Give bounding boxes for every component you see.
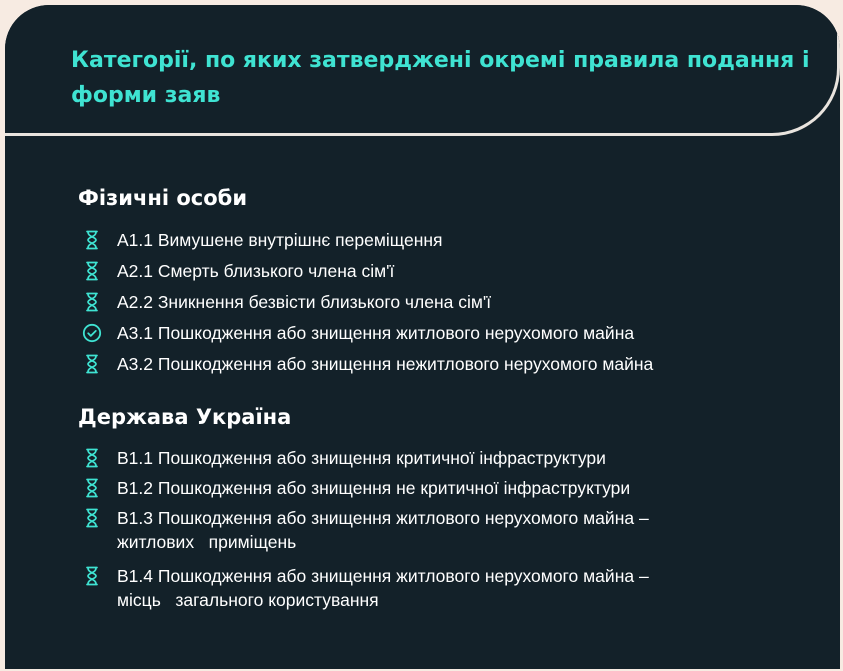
hourglass-icon	[81, 352, 103, 376]
list-item-label: В1.2 Пошкодження або знищення не критичної інфраструктури	[117, 478, 631, 498]
section-heading-state: Держава Україна	[78, 405, 292, 429]
list-item	[81, 564, 649, 612]
individuals-list	[81, 228, 653, 376]
list-item-label: А3.1 Пошкодження або знищення житлового нерухомого майна	[117, 323, 635, 343]
list-item	[81, 352, 653, 376]
list-item	[81, 321, 653, 345]
list-item-label: В1.4 Пошкодження або знищення житлового нерухомого майна – місць загального користування	[117, 566, 649, 610]
list-item-label: А3.2 Пошкодження або знищення нежитлового нерухомого майна	[117, 354, 654, 374]
list-item-label: А2.1 Смерть близького члена сім'ї	[117, 261, 395, 281]
hourglass-icon	[81, 506, 103, 530]
hourglass-icon	[81, 476, 103, 500]
list-item-label: В1.1 Пошкодження або знищення критичної інфраструктури	[117, 448, 606, 468]
list-item	[81, 476, 649, 500]
list-item	[81, 446, 649, 470]
check-circle-icon	[81, 321, 103, 345]
hourglass-icon	[81, 228, 103, 252]
list-item	[81, 290, 653, 314]
content-panel	[5, 5, 840, 669]
page-title: Категорії, по яких затверджені окремі правила подання і форми заяв	[71, 48, 810, 108]
list-item	[81, 506, 649, 554]
state-list	[81, 446, 649, 612]
list-item	[81, 228, 653, 252]
list-item-label: А2.2 Зникнення безвісти близького члена сім'ї	[117, 292, 492, 312]
list-item	[81, 259, 653, 283]
hourglass-icon	[81, 564, 103, 588]
list-item-label: А1.1 Вимушене внутрішнє переміщення	[117, 230, 443, 250]
list-item-label: В1.3 Пошкодження або знищення житлового нерухомого майна – житлових приміщень	[117, 508, 649, 552]
hourglass-icon	[81, 259, 103, 283]
hourglass-icon	[81, 290, 103, 314]
section-heading-individuals: Фізичні особи	[78, 186, 248, 210]
hourglass-icon	[81, 446, 103, 470]
